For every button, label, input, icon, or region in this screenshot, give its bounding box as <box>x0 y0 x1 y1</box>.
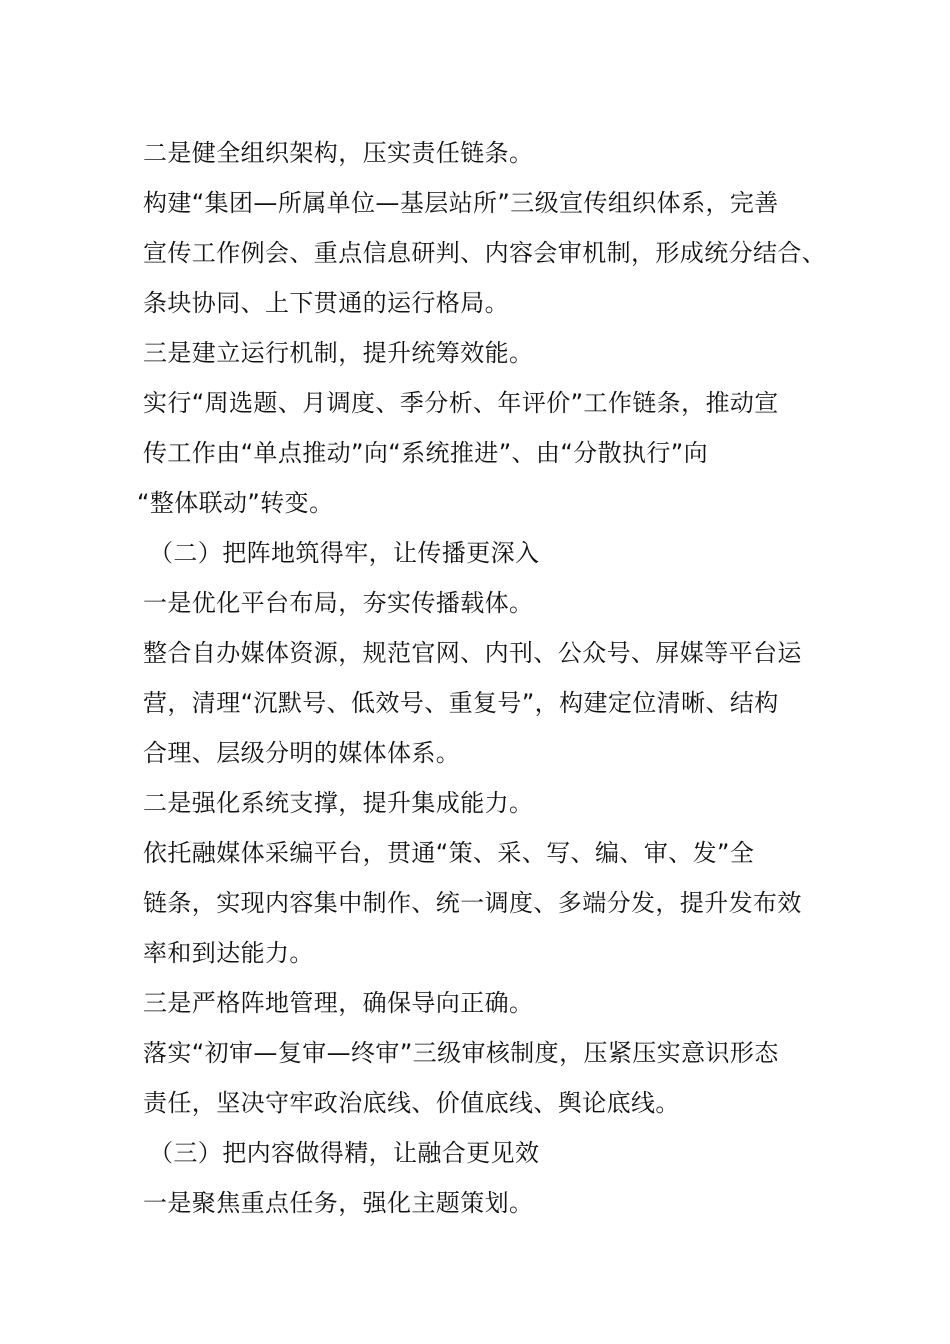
text-line: 合理、层级分明的媒体体系。 <box>143 739 461 767</box>
section-heading: （三）把内容做得精，让融合更见效 <box>149 1139 540 1167</box>
text-line: 一是聚焦重点任务，强化主题策划。 <box>143 1189 534 1217</box>
text-line: 三是建立运行机制，提升统筹效能。 <box>143 339 534 367</box>
text-line: 二是健全组织架构，压实责任链条。 <box>143 139 534 167</box>
section-heading: （二）把阵地筑得牢，让传播更深入 <box>149 539 540 567</box>
text-line: 依托融媒体采编平台，贯通“策、采、写、编、审、发”全 <box>143 839 755 867</box>
text-line: 责任，坚决守牢政治底线、价值底线、舆论底线。 <box>143 1089 680 1117</box>
text-line: 宣传工作例会、重点信息研判、内容会审机制，形成统分结合、 <box>143 239 827 267</box>
text-line: 整合自办媒体资源，规范官网、内刊、公众号、屏媒等平台运 <box>143 639 802 667</box>
text-line: 率和到达能力。 <box>143 939 314 967</box>
text-line: 条块协同、上下贯通的运行格局。 <box>143 289 509 317</box>
text-line: “整体联动”转变。 <box>137 489 334 517</box>
text-line: 营，清理“沉默号、低效号、重复号”，构建定位清晰、结构 <box>143 689 779 717</box>
text-line: 传工作由“单点推动”向“系统推进”、由“分散执行”向 <box>143 439 708 467</box>
text-line: 三是严格阵地管理，确保导向正确。 <box>143 989 534 1017</box>
text-line: 实行“周选题、月调度、季分析、年评价”工作链条，推动宣 <box>143 389 779 417</box>
text-line: 构建“集团—所属单位—基层站所”三级宣传组织体系，完善 <box>143 189 779 217</box>
text-line: 二是强化系统支撑，提升集成能力。 <box>143 789 534 817</box>
text-line: 一是优化平台布局，夯实传播载体。 <box>143 589 534 617</box>
document-body <box>137 128 833 1228</box>
text-line: 链条，实现内容集中制作、统一调度、多端分发，提升发布效 <box>143 889 802 917</box>
text-line: 落实“初审—复审—终审”三级审核制度，压紧压实意识形态 <box>143 1039 779 1067</box>
